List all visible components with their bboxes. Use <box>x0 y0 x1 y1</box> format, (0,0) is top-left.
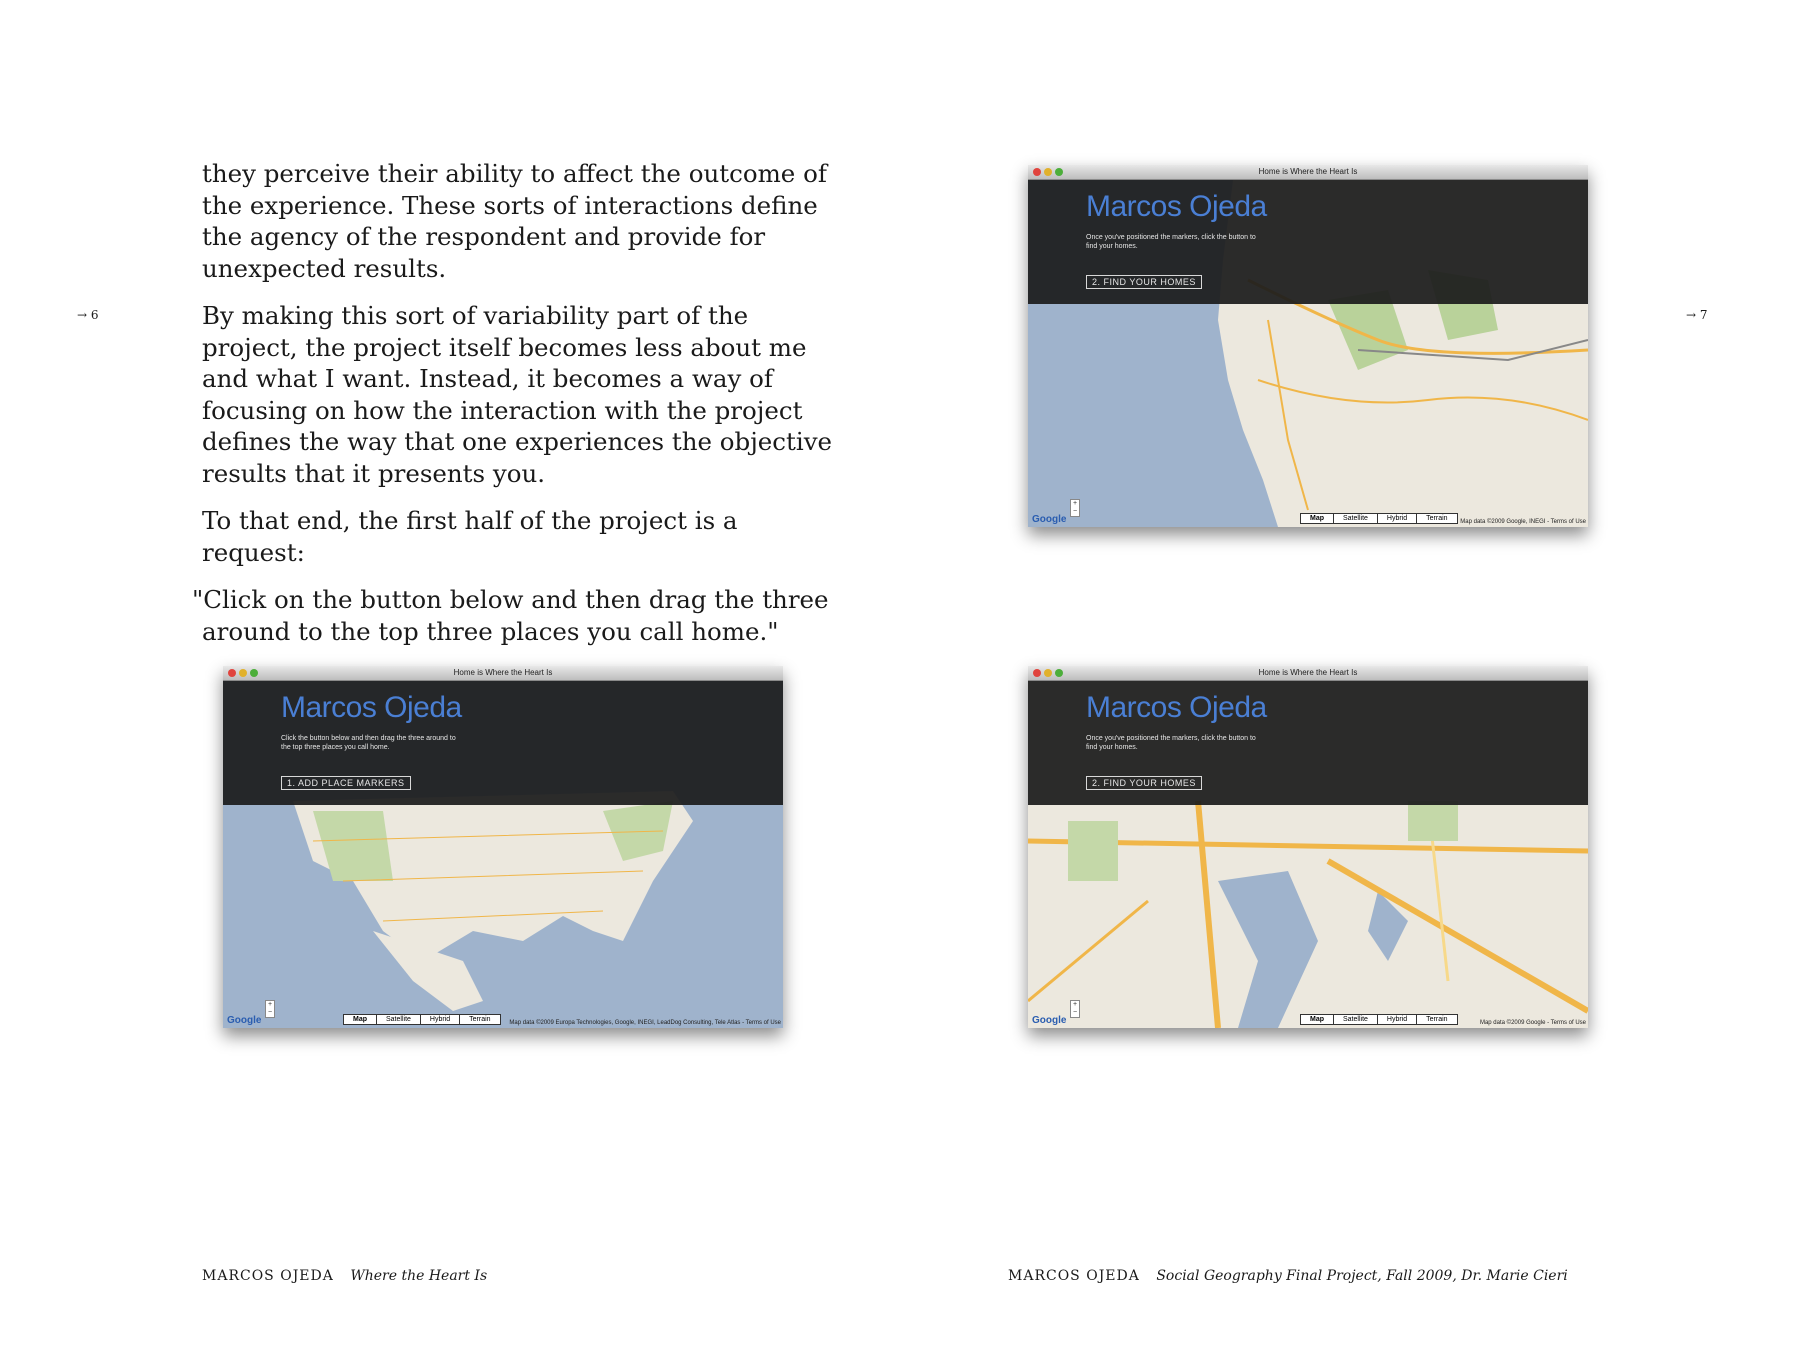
zoom-control[interactable]: + − <box>1070 1000 1080 1018</box>
window-title: Home is Where the Heart Is <box>1258 167 1358 176</box>
screenshot-providence <box>1028 666 1588 1028</box>
map-copyright: Map data ©2009 Google, INEGI - Terms of Use <box>1460 519 1586 525</box>
close-dot-icon <box>1033 168 1041 176</box>
minimize-dot-icon <box>1044 168 1052 176</box>
find-homes-button[interactable]: 2. FIND YOUR HOMES <box>1086 776 1202 790</box>
header-overlay <box>1028 180 1588 304</box>
map-type-satellite[interactable]: Satellite <box>1333 514 1377 523</box>
window-title: Home is Where the Heart Is <box>453 668 553 677</box>
map-type-terrain[interactable]: Terrain <box>1416 514 1456 523</box>
find-homes-button[interactable]: 2. FIND YOUR HOMES <box>1086 275 1202 289</box>
paragraph-3: To that end, the first half of the project is a request: <box>202 506 738 567</box>
zoom-dot-icon <box>1055 669 1063 677</box>
map-type-map[interactable]: Map <box>1310 515 1324 522</box>
screenshot-san-diego <box>1028 165 1588 527</box>
map-type-hybrid[interactable]: Hybrid <box>1377 1015 1416 1024</box>
map-type-satellite[interactable]: Satellite <box>376 1015 420 1024</box>
footer-author: MARCOS OJEDA <box>202 1268 334 1284</box>
header-overlay <box>1028 681 1588 805</box>
paragraph-1: they perceive their ability to affect the outcome of the experience. These sorts of interactions define the agency of the respondent and provide for unexpected results. <box>202 159 827 283</box>
minimize-dot-icon <box>239 669 247 677</box>
google-logo: Google <box>1032 514 1067 525</box>
map-type-map[interactable]: Map <box>1310 1016 1324 1023</box>
map-type-control[interactable] <box>1300 513 1458 524</box>
footer-right <box>1008 1268 1568 1284</box>
map-type-hybrid[interactable]: Hybrid <box>1377 514 1416 523</box>
close-dot-icon <box>228 669 236 677</box>
minimize-dot-icon <box>1044 669 1052 677</box>
instruction-text: Click the button below and then drag the three around to the top three places you call home. <box>281 735 456 751</box>
map-copyright: Map data ©2009 Google - Terms of Use <box>1479 1020 1586 1026</box>
footer-title: Where the Heart Is <box>350 1268 488 1284</box>
body-text <box>192 158 842 663</box>
instruction-text: Once you've positioned the markers, click the button to find your homes. <box>1086 735 1256 751</box>
map-type-hybrid[interactable]: Hybrid <box>420 1015 459 1024</box>
map-type-control[interactable] <box>1300 1014 1458 1025</box>
window-titlebar <box>1028 165 1588 180</box>
zoom-control[interactable]: + − <box>265 1000 275 1018</box>
screenshot-usa <box>223 666 783 1028</box>
window-titlebar <box>1028 666 1588 681</box>
page-number-left: → 6 <box>77 308 99 322</box>
zoom-dot-icon <box>250 669 258 677</box>
brand-title: Marcos Ojeda <box>281 691 462 724</box>
google-logo: Google <box>1032 1015 1067 1026</box>
zoom-dot-icon <box>1055 168 1063 176</box>
google-logo: Google <box>227 1015 262 1026</box>
footer-author: MARCOS OJEDA <box>1008 1268 1140 1284</box>
window-titlebar <box>223 666 783 681</box>
map-type-satellite[interactable]: Satellite <box>1333 1015 1377 1024</box>
paragraph-2: By making this sort of variability part of the project, the project itself becomes less about me and what I want. Instead, it becomes a way of focusing on how the interaction with the project defines the way that one experiences the objective results that it presents you. <box>202 301 833 488</box>
map-type-control[interactable] <box>343 1014 501 1025</box>
brand-title: Marcos Ojeda <box>1086 691 1267 724</box>
footer-title: Social Geography Final Project, Fall 2009, Dr. Marie Cieri <box>1156 1268 1568 1284</box>
header-overlay <box>223 681 783 805</box>
page-number-right: → 7 <box>1686 308 1708 322</box>
map-copyright: Map data ©2009 Europa Technologies, Google, INEGI, LeadDog Consulting, Tele Atlas - Terms of Use <box>509 1020 781 1026</box>
map-type-map[interactable]: Map <box>353 1016 367 1023</box>
window-title: Home is Where the Heart Is <box>1258 668 1358 677</box>
instruction-text: Once you've positioned the markers, click the button to find your homes. <box>1086 234 1256 250</box>
footer-left <box>202 1268 487 1284</box>
add-place-markers-button[interactable]: 1. ADD PLACE MARKERS <box>281 776 411 790</box>
zoom-control[interactable]: + − <box>1070 499 1080 517</box>
map-type-terrain[interactable]: Terrain <box>1416 1015 1456 1024</box>
brand-title: Marcos Ojeda <box>1086 190 1267 223</box>
close-dot-icon <box>1033 669 1041 677</box>
paragraph-quote: "Click on the button below and then drag the three around to the top three places you call home." <box>192 585 829 646</box>
map-type-terrain[interactable]: Terrain <box>459 1015 499 1024</box>
